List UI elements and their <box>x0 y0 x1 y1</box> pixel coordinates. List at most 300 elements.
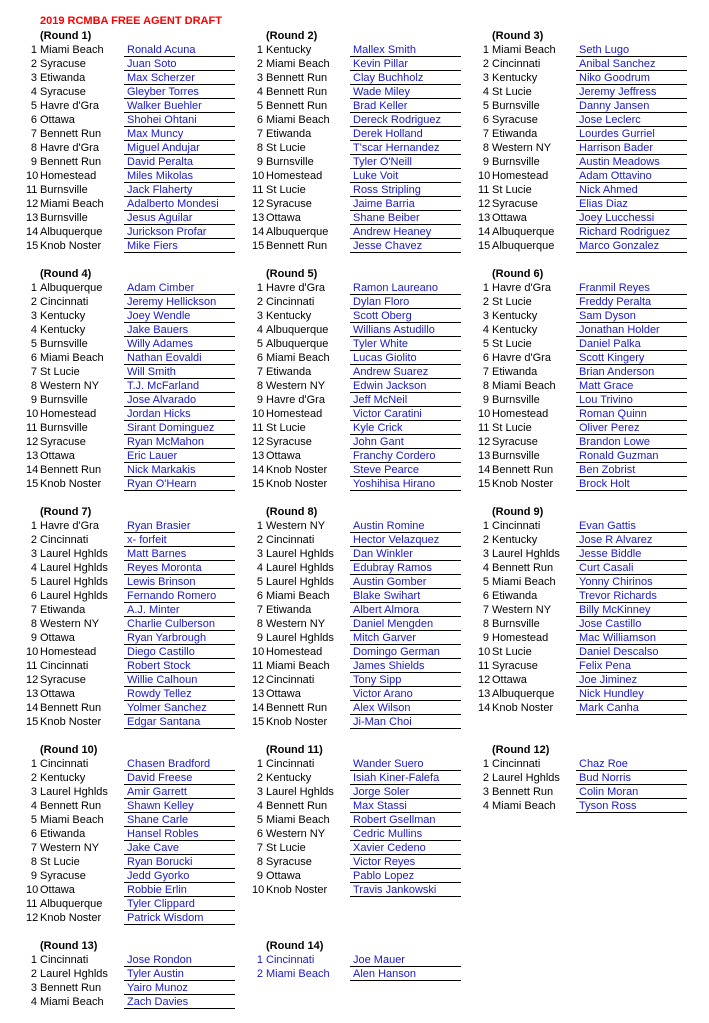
pick-number: 15 <box>26 240 39 252</box>
pick-number: 9 <box>30 156 37 168</box>
team-name: Cincinnati <box>492 758 541 770</box>
player-name: Billy McKinney <box>576 603 687 617</box>
pick-row <box>478 449 702 463</box>
player-name: Adalberto Mondesi <box>124 197 235 211</box>
player-name: Willy Adames <box>124 337 235 351</box>
team-name: Bennett Run <box>40 464 102 476</box>
pick-number: 12 <box>26 436 39 448</box>
player-name: Juan Soto <box>124 57 235 71</box>
pick-row <box>26 225 250 239</box>
team-name: Western NY <box>40 380 100 392</box>
player-name: Jake Bauers <box>124 323 235 337</box>
player-name: Austin Meadows <box>576 155 687 169</box>
team-name: Burnsville <box>492 394 540 406</box>
pick-number: 13 <box>478 212 491 224</box>
team-name: St Lucie <box>40 856 80 868</box>
player-name: Ramon Laureano <box>350 281 461 295</box>
player-name: James Shields <box>350 659 461 673</box>
pick-number: 10 <box>26 408 39 420</box>
player-name: Lourdes Gurriel <box>576 127 687 141</box>
pick-number: 14 <box>252 226 265 238</box>
pick-row <box>252 673 476 687</box>
pick-row <box>26 169 250 183</box>
pick-row <box>26 99 250 113</box>
player-name: Miles Mikolas <box>124 169 235 183</box>
team-name: Cincinnati <box>266 296 315 308</box>
pick-row <box>252 295 476 309</box>
pick-number: 3 <box>256 548 263 560</box>
round-heading: (Round 10) <box>40 744 98 756</box>
round-block <box>478 267 702 491</box>
team-name: Albuquerque <box>492 240 555 252</box>
pick-number: 9 <box>482 394 489 406</box>
pick-row <box>252 127 476 141</box>
pick-number: 14 <box>26 464 39 476</box>
team-name: Havre d'Gra <box>40 100 99 112</box>
pick-row <box>478 631 702 645</box>
pick-number: 8 <box>256 618 263 630</box>
pick-number: 14 <box>478 226 491 238</box>
round-heading: (Round 11) <box>266 744 323 756</box>
team-name: Miami Beach <box>266 352 330 364</box>
pick-number: 12 <box>252 674 265 686</box>
pick-row <box>252 281 476 295</box>
player-name: Ryan O'Hearn <box>124 477 235 491</box>
player-name: Shane Beiber <box>350 211 461 225</box>
pick-number: 13 <box>252 450 265 462</box>
pick-number: 13 <box>252 212 265 224</box>
team-name: Laurel Hghlds <box>40 590 108 602</box>
team-name: Havre d'Gra <box>40 142 99 154</box>
pick-number: 7 <box>30 604 37 616</box>
pick-number: 12 <box>26 198 39 210</box>
pick-row <box>252 421 476 435</box>
pick-row <box>26 155 250 169</box>
pick-row <box>478 617 702 631</box>
pick-row <box>252 603 476 617</box>
team-name: Etiwanda <box>40 828 86 840</box>
player-name: Jake Cave <box>124 841 235 855</box>
pick-row <box>252 155 476 169</box>
pick-number: 1 <box>30 954 37 966</box>
player-name: Tyler Clippard <box>124 897 235 911</box>
pick-row <box>252 701 476 715</box>
player-name: Blake Swihart <box>350 589 461 603</box>
pick-number: 3 <box>30 982 37 994</box>
pick-row <box>478 379 702 393</box>
player-name: Daniel Mengden <box>350 617 461 631</box>
player-name: Marco Gonzalez <box>576 239 687 253</box>
player-name: Jedd Gyorko <box>124 869 235 883</box>
pick-row <box>26 309 250 323</box>
pick-number: 12 <box>26 674 39 686</box>
team-name: Knob Noster <box>492 702 554 714</box>
team-name: St Lucie <box>492 296 532 308</box>
round-block <box>478 29 702 253</box>
pick-number: 9 <box>30 870 37 882</box>
pick-row <box>252 547 476 561</box>
pick-number: 14 <box>252 702 265 714</box>
pick-row <box>252 393 476 407</box>
player-name: T.J. McFarland <box>124 379 235 393</box>
team-name: Cincinnati <box>266 758 315 770</box>
player-name: David Freese <box>124 771 235 785</box>
player-name: Tyler White <box>350 337 461 351</box>
player-name: Joey Lucchessi <box>576 211 687 225</box>
team-name: Kentucky <box>492 310 538 322</box>
team-name: Laurel Hghlds <box>40 576 108 588</box>
team-name: Laurel Hghlds <box>40 968 108 980</box>
pick-number: 9 <box>30 632 37 644</box>
pick-number: 4 <box>482 86 489 98</box>
player-name: Domingo German <box>350 645 461 659</box>
pick-number: 8 <box>30 618 37 630</box>
team-name: Albuquerque <box>40 226 103 238</box>
team-name: Western NY <box>492 604 552 616</box>
team-name: Miami Beach <box>492 800 556 812</box>
player-name: Cedric Mullins <box>350 827 461 841</box>
team-name: Burnsville <box>40 212 88 224</box>
player-name: Jack Flaherty <box>124 183 235 197</box>
pick-number: 3 <box>30 72 37 84</box>
player-name: Matt Barnes <box>124 547 235 561</box>
pick-number: 8 <box>256 142 263 154</box>
player-name: Ji-Man Choi <box>350 715 461 729</box>
pick-row <box>252 855 476 869</box>
pick-row <box>26 141 250 155</box>
pick-row <box>252 449 476 463</box>
pick-row <box>26 995 250 1009</box>
pick-row <box>252 883 476 897</box>
pick-row <box>252 99 476 113</box>
pick-number: 5 <box>30 814 37 826</box>
player-name: Fernando Romero <box>124 589 235 603</box>
team-name: Burnsville <box>492 450 540 462</box>
pick-row <box>26 365 250 379</box>
team-name: Laurel Hghlds <box>266 562 334 574</box>
player-name: Yolmer Sanchez <box>124 701 235 715</box>
pick-row <box>478 799 702 813</box>
pick-row <box>26 463 250 477</box>
team-name: Laurel Hghlds <box>266 576 334 588</box>
pick-row <box>252 589 476 603</box>
round-block <box>26 29 250 253</box>
team-name: Syracuse <box>40 870 86 882</box>
pick-row <box>478 225 702 239</box>
player-name: Austin Romine <box>350 519 461 533</box>
pick-number: 4 <box>256 800 263 812</box>
player-name: Danny Jansen <box>576 99 687 113</box>
player-name: Robert Stock <box>124 659 235 673</box>
pick-row <box>26 673 250 687</box>
pick-row <box>478 337 702 351</box>
team-name: Miami Beach <box>40 814 104 826</box>
pick-number: 12 <box>478 198 491 210</box>
player-name: Clay Buchholz <box>350 71 461 85</box>
pick-row <box>478 127 702 141</box>
pick-number: 3 <box>256 786 263 798</box>
team-name: Etiwanda <box>40 72 86 84</box>
pick-row <box>252 351 476 365</box>
team-name: Knob Noster <box>40 716 102 728</box>
pick-number: 9 <box>256 632 263 644</box>
pick-row <box>478 463 702 477</box>
pick-row <box>26 603 250 617</box>
team-name: Laurel Hghlds <box>266 632 334 644</box>
player-name: Jose Rondon <box>124 953 235 967</box>
pick-number: 1 <box>256 282 263 294</box>
pick-number: 2 <box>482 772 489 784</box>
pick-row <box>26 855 250 869</box>
pick-number: 11 <box>252 184 264 196</box>
pick-row <box>478 323 702 337</box>
team-name: Cincinnati <box>40 660 89 672</box>
team-name: Homestead <box>266 408 323 420</box>
pick-number: 6 <box>256 352 263 364</box>
round-heading: (Round 4) <box>40 268 92 280</box>
pick-number: 11 <box>252 422 264 434</box>
team-name: Kentucky <box>492 72 538 84</box>
pick-number: 11 <box>478 422 490 434</box>
pick-row <box>252 967 476 981</box>
player-name: Tyler Austin <box>124 967 235 981</box>
team-name: Ottawa <box>266 870 301 882</box>
pick-row <box>26 435 250 449</box>
pick-row <box>26 197 250 211</box>
team-name: Laurel Hghlds <box>266 786 334 798</box>
team-name: Albuquerque <box>40 898 103 910</box>
player-name: Yonny Chirinos <box>576 575 687 589</box>
pick-number: 8 <box>482 380 489 392</box>
team-name: Miami Beach <box>266 114 330 126</box>
team-name: Ottawa <box>40 450 75 462</box>
pick-number: 6 <box>482 114 489 126</box>
round-block <box>252 939 476 981</box>
player-name: Alen Hanson <box>350 967 461 981</box>
team-name: Laurel Hghlds <box>492 548 560 560</box>
pick-row <box>478 785 702 799</box>
team-name: Albuquerque <box>266 338 329 350</box>
player-name: Walker Buehler <box>124 99 235 113</box>
team-name: Etiwanda <box>266 604 312 616</box>
team-name: Knob Noster <box>266 478 328 490</box>
team-name: Knob Noster <box>266 716 328 728</box>
team-name: Etiwanda <box>492 366 538 378</box>
pick-number: 12 <box>26 912 39 924</box>
team-name: Cincinnati <box>266 674 315 686</box>
player-name: Scott Oberg <box>350 309 461 323</box>
player-name: Hector Velazquez <box>350 533 461 547</box>
pick-number: 5 <box>482 338 489 350</box>
player-name: Hansel Robles <box>124 827 235 841</box>
pick-number: 9 <box>256 870 263 882</box>
pick-row <box>26 715 250 729</box>
pick-row <box>478 57 702 71</box>
pick-number: 11 <box>26 422 38 434</box>
pick-number: 13 <box>26 212 39 224</box>
team-name: Burnsville <box>492 100 540 112</box>
team-name: St Lucie <box>492 422 532 434</box>
team-name: Albuquerque <box>266 324 329 336</box>
team-name: Miami Beach <box>492 44 556 56</box>
pick-row <box>478 421 702 435</box>
team-name: Kentucky <box>266 310 312 322</box>
team-name: Havre d'Gra <box>492 352 551 364</box>
team-name: Burnsville <box>492 156 540 168</box>
pick-number: 7 <box>30 842 37 854</box>
pick-number: 1 <box>30 520 37 532</box>
round-block <box>478 505 702 715</box>
player-name: Tony Sipp <box>350 673 461 687</box>
pick-row <box>252 435 476 449</box>
round-block <box>26 505 250 729</box>
team-name: Cincinnati <box>266 954 315 966</box>
team-name: St Lucie <box>492 86 532 98</box>
pick-row <box>252 617 476 631</box>
pick-row <box>252 813 476 827</box>
player-name: Diego Castillo <box>124 645 235 659</box>
pick-number: 7 <box>482 604 489 616</box>
pick-row <box>252 519 476 533</box>
pick-row <box>26 645 250 659</box>
player-name: Freddy Peralta <box>576 295 687 309</box>
team-name: Syracuse <box>492 114 538 126</box>
pick-row <box>478 393 702 407</box>
team-name: Havre d'Gra <box>266 394 325 406</box>
pick-row <box>478 701 702 715</box>
pick-number: 8 <box>482 618 489 630</box>
pick-row <box>478 211 702 225</box>
pick-row <box>252 197 476 211</box>
pick-number: 8 <box>256 380 263 392</box>
player-name: Isiah Kiner-Falefa <box>350 771 461 785</box>
team-name: Homestead <box>40 170 97 182</box>
pick-row <box>252 141 476 155</box>
pick-row <box>26 183 250 197</box>
pick-row <box>26 589 250 603</box>
pick-row <box>26 393 250 407</box>
player-name: Colin Moran <box>576 785 687 799</box>
pick-row <box>26 337 250 351</box>
pick-number: 1 <box>256 758 263 770</box>
round-block <box>252 505 476 729</box>
player-name: Brandon Lowe <box>576 435 687 449</box>
player-name: Max Scherzer <box>124 71 235 85</box>
player-name: Jose Leclerc <box>576 113 687 127</box>
team-name: Knob Noster <box>40 912 102 924</box>
player-name: Jurickson Profar <box>124 225 235 239</box>
team-name: Cincinnati <box>40 758 89 770</box>
pick-number: 2 <box>30 296 37 308</box>
player-name: Patrick Wisdom <box>124 911 235 925</box>
player-name: Charlie Culberson <box>124 617 235 631</box>
team-name: Bennett Run <box>266 702 328 714</box>
team-name: Ottawa <box>40 884 75 896</box>
player-name: Robbie Erlin <box>124 883 235 897</box>
pick-number: 6 <box>30 114 37 126</box>
team-name: Ottawa <box>266 450 301 462</box>
player-name: Sirant Dominguez <box>124 421 235 435</box>
pick-number: 3 <box>482 548 489 560</box>
pick-number: 11 <box>478 184 490 196</box>
team-name: Syracuse <box>266 856 312 868</box>
pick-number: 7 <box>30 366 37 378</box>
player-name: Andrew Heaney <box>350 225 461 239</box>
team-name: Kentucky <box>40 324 86 336</box>
team-name: Etiwanda <box>40 604 86 616</box>
pick-number: 1 <box>30 758 37 770</box>
pick-row <box>26 57 250 71</box>
pick-number: 4 <box>256 562 263 574</box>
pick-number: 4 <box>30 562 37 574</box>
pick-number: 14 <box>478 702 491 714</box>
team-name: Western NY <box>266 380 326 392</box>
pick-row <box>478 561 702 575</box>
page-title: 2019 RCMBA FREE AGENT DRAFT <box>40 15 222 27</box>
pick-number: 4 <box>30 324 37 336</box>
team-name: St Lucie <box>266 842 306 854</box>
team-name: Bennett Run <box>40 800 102 812</box>
player-name: Adam Ottavino <box>576 169 687 183</box>
player-name: Nick Hundley <box>576 687 687 701</box>
pick-row <box>26 827 250 841</box>
pick-row <box>252 533 476 547</box>
player-name: Xavier Cedeno <box>350 841 461 855</box>
round-heading: (Round 13) <box>40 940 98 952</box>
pick-row <box>26 869 250 883</box>
player-name: Jesse Chavez <box>350 239 461 253</box>
pick-row <box>26 813 250 827</box>
team-name: Ottawa <box>40 632 75 644</box>
pick-number: 10 <box>478 170 491 182</box>
pick-number: 3 <box>256 72 263 84</box>
pick-row <box>478 407 702 421</box>
pick-row <box>252 477 476 491</box>
team-name: Kentucky <box>40 772 86 784</box>
pick-row <box>26 547 250 561</box>
pick-row <box>252 365 476 379</box>
pick-number: 9 <box>256 394 263 406</box>
pick-number: 3 <box>482 310 489 322</box>
pick-number: 3 <box>482 786 489 798</box>
pick-number: 12 <box>478 674 491 686</box>
player-name: Jose Alvarado <box>124 393 235 407</box>
team-name: Western NY <box>40 842 100 854</box>
team-name: Etiwanda <box>492 128 538 140</box>
team-name: Bennett Run <box>492 464 554 476</box>
player-name: Brian Anderson <box>576 365 687 379</box>
pick-number: 5 <box>256 576 263 588</box>
pick-number: 11 <box>252 660 264 672</box>
team-name: Kentucky <box>40 310 86 322</box>
team-name: Etiwanda <box>266 366 312 378</box>
pick-number: 14 <box>26 226 39 238</box>
round-block <box>26 267 250 491</box>
team-name: Miami Beach <box>40 996 104 1008</box>
team-name: St Lucie <box>266 422 306 434</box>
team-name: Havre d'Gra <box>266 282 325 294</box>
pick-row <box>26 799 250 813</box>
pick-row <box>26 631 250 645</box>
pick-row <box>26 771 250 785</box>
pick-row <box>478 155 702 169</box>
pick-row <box>478 757 702 771</box>
round-heading: (Round 1) <box>40 30 92 42</box>
pick-number: 7 <box>482 128 489 140</box>
player-name: Steve Pearce <box>350 463 461 477</box>
player-name: Scott Kingery <box>576 351 687 365</box>
player-name: Amir Garrett <box>124 785 235 799</box>
